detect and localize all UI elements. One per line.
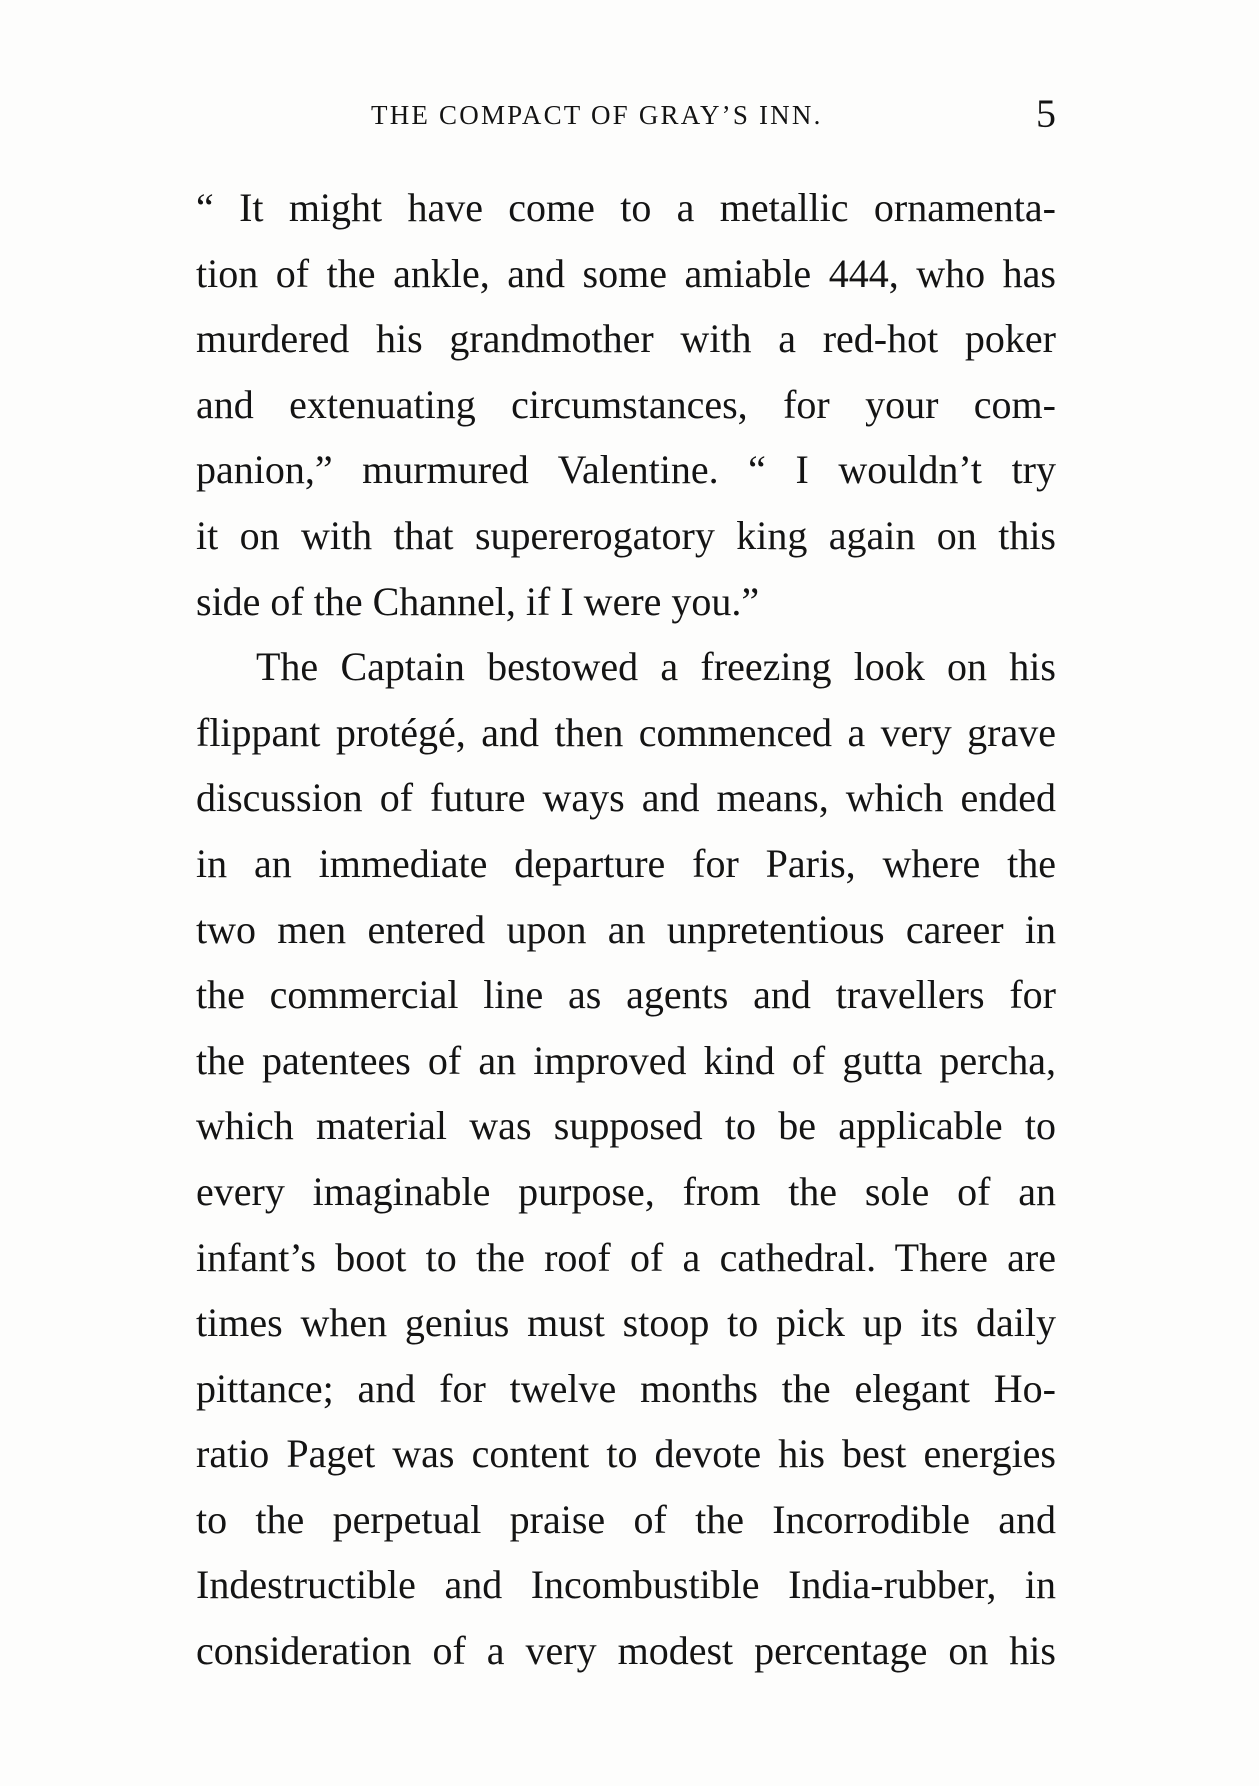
text-line: side of the Channel, if I were you.” xyxy=(196,578,760,624)
page-number: 5 xyxy=(1036,91,1056,136)
text-line: the commercial line as agents and travellers for xyxy=(196,972,1056,1018)
text-line: times when genius must stoop to pick up its daily xyxy=(196,1300,1056,1346)
text-line: “ It might have come to a metallic ornamenta- xyxy=(196,185,1056,230)
body-text xyxy=(196,175,1056,1684)
text-line: infant’s boot to the roof of a cathedral. There are xyxy=(196,1234,1056,1280)
text-line: Indestructible and Incombustible India-rubber, in xyxy=(196,1562,1056,1608)
text-line: and extenuating circumstances, for your com- xyxy=(196,381,1056,427)
text-line: every imaginable purpose, from the sole of an xyxy=(196,1168,1056,1214)
text-line: it on with that supererogatory king again on this xyxy=(196,512,1056,558)
text-line: The Captain bestowed a freezing look on his xyxy=(256,644,1056,690)
text-line: flippant protégé, and then commenced a very grave xyxy=(196,709,1056,755)
text-line: pittance; and for twelve months the elegant Ho- xyxy=(196,1365,1056,1411)
text-line: consideration of a very modest percentage on his xyxy=(196,1628,1056,1674)
text-line: two men entered upon an unpretentious career in xyxy=(196,906,1056,952)
text-line: murdered his grandmother with a red-hot poker xyxy=(196,316,1056,362)
text-line: which material was supposed to be applicable to xyxy=(196,1103,1056,1149)
text-line: to the perpetual praise of the Incorrodible and xyxy=(196,1496,1056,1542)
text-line: the patentees of an improved kind of gutta percha, xyxy=(196,1037,1056,1083)
text-line: discussion of future ways and means, which ended xyxy=(196,775,1056,821)
text-line: ratio Paget was content to devote his best energies xyxy=(196,1431,1056,1477)
running-head xyxy=(196,92,1056,142)
running-title: THE COMPACT OF GRAY’S INN. xyxy=(371,100,823,130)
text-line: in an immediate departure for Paris, where the xyxy=(196,840,1056,886)
text-line: panion,” murmured Valentine. “ I wouldn’t try xyxy=(196,447,1056,493)
text-line: tion of the ankle, and some amiable 444, who has xyxy=(196,250,1056,296)
